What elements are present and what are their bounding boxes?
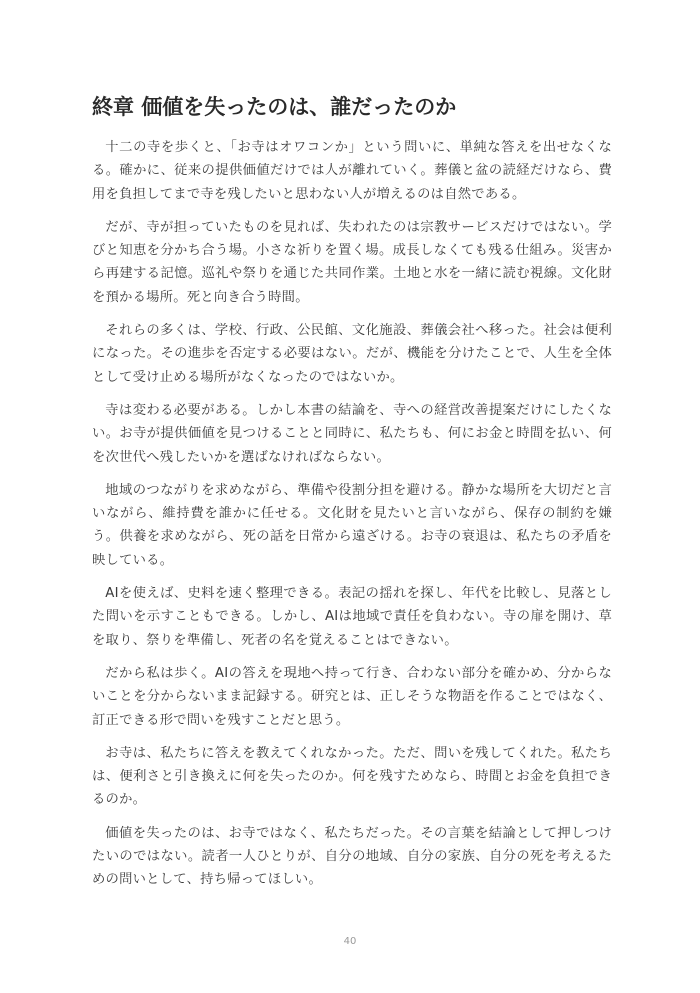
paragraph: 寺は変わる必要がある。しかし本書の結論を、寺への経営改善提案だけにしたくない。お寺が提供価値を見つけることと同時に、私たちも、何にお金と時間を払い、何を次世代へ残したいかを選ばなければならない。 <box>92 402 612 465</box>
paragraph: だから私は歩く。AIの答えを現地へ持って行き、合わない部分を確かめ、分からないことを分からないまま記録する。研究とは、正しそうな物語を作ることではなく、訂正できる形で問いを残すことだと思う。 <box>92 665 612 728</box>
page-number: 40 <box>343 936 357 947</box>
paragraph: だが、寺が担っていたものを見れば、失われたのは宗教サービスだけではない。学びと知恵を分かち合う場。小さな祈りを置く場。成長しなくても残る仕組み。災害から再建する記憶。巡礼や祭りを通じた共同作業。土地と水を一緒に読む視線。文化財を預かる場所。死と向き合う時間。 <box>92 219 612 305</box>
chapter-body <box>92 136 612 902</box>
paragraph: 地域のつながりを求めながら、準備や役割分担を避ける。静かな場所を大切だと言いながら、維持費を誰かに任せる。文化財を見たいと言いながら、保存の制約を嫌う。供養を求めながら、死の話を日常から遠ざける。お寺の衰退は、私たちの矛盾を映している。 <box>92 482 612 568</box>
paragraph: それらの多くは、学校、行政、公民館、文化施設、葬儀会社へ移った。社会は便利になった。その進歩を否定する必要はない。だが、機能を分けたことで、人生を全体として受け止める場所がなくなったのではないか。 <box>92 323 612 385</box>
paragraph: お寺は、私たちに答えを教えてくれなかった。ただ、問いを残してくれた。私たちは、便利さと引き換えに何を失ったのか。何を残すためなら、時間とお金を負担できるのか。 <box>92 745 612 808</box>
paragraph: 価値を失ったのは、お寺ではなく、私たちだった。その言葉を結論として押しつけたいのではない。読者一人ひとりが、自分の地域、自分の家族、自分の死を考えるための問いとして、持ち帰ってほしい。 <box>92 825 612 888</box>
chapter-title: 終章 価値を失ったのは、誰だったのか <box>92 95 457 119</box>
paragraph: AIを使えば、史料を速く整理できる。表記の揺れを探し、年代を比較し、見落とした問いを示すこともできる。しかし、AIは地域で責任を負わない。寺の扉を開け、草を取り、祭りを準備し、死者の名を覚えることはできない。 <box>92 586 612 648</box>
paragraph: 十二の寺を歩くと、「お寺はオワコンか」という問いに、単純な答えを出せなくなる。確かに、従来の提供価値だけでは人が離れていく。葬儀と盆の読経だけなら、費用を負担してまで寺を残したいと思わない人が増えるのは自然である。 <box>92 140 612 202</box>
